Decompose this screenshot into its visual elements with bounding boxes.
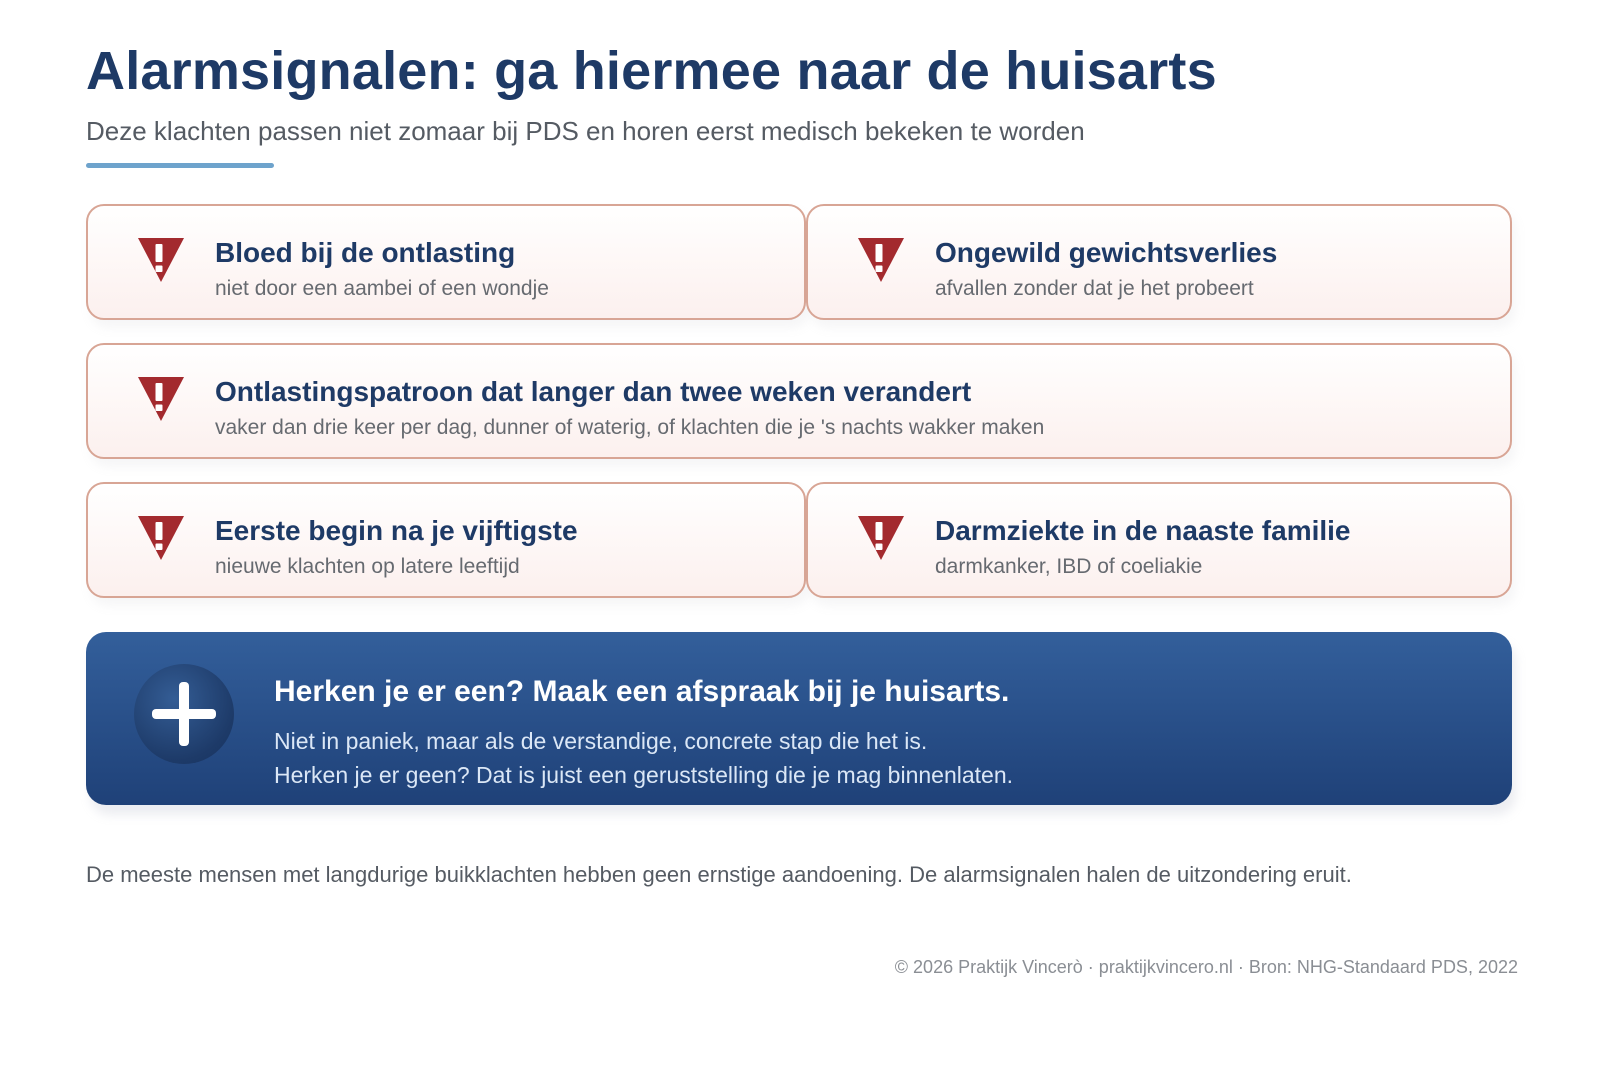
warning-triangle-icon — [858, 516, 904, 560]
alarm-card-title: Ontlastingspatroon dat langer dan twee weken verandert — [215, 376, 972, 407]
card-row — [86, 343, 1512, 459]
warning-triangle-icon — [138, 516, 184, 560]
alarm-signal-cards — [86, 204, 1512, 621]
warning-triangle-icon — [138, 238, 184, 282]
cta-text-line: Herken je er geen? Dat is juist een geruststelling die je mag binnenlaten. — [274, 762, 1013, 788]
alarm-card-title: Eerste begin na je vijftigste — [215, 515, 578, 546]
alarm-card-blood-in-stool — [86, 204, 806, 320]
alarm-card-weight-loss — [806, 204, 1512, 320]
accent-bar — [86, 163, 274, 168]
alarm-card-title: Darmziekte in de naaste familie — [935, 515, 1351, 546]
alarm-card-description: vaker dan drie keer per dag, dunner of waterig, of klachten die je 's nachts wakker maken — [215, 416, 1045, 439]
plus-icon — [134, 664, 234, 764]
alarm-card-title: Ongewild gewichtsverlies — [935, 237, 1278, 268]
cta-title: Herken je er een? Maak een afspraak bij je huisarts. — [274, 675, 1010, 708]
card-row — [86, 204, 1512, 320]
card-row — [86, 482, 1512, 598]
alarm-card-onset-after-fifty — [86, 482, 806, 598]
page-title: Alarmsignalen: ga hiermee naar de huisarts — [86, 41, 1217, 101]
cta-text-line: Niet in paniek, maar als de verstandige, concrete stap die het is. — [274, 728, 928, 754]
footer-credits: © 2026 Praktijk Vincerò · praktijkvincero.nl · Bron: NHG-Standaard PDS, 2022 — [894, 957, 1518, 977]
call-to-action-panel — [86, 632, 1512, 805]
warning-triangle-icon — [858, 238, 904, 282]
alarm-card-description: nieuwe klachten op latere leeftijd — [215, 555, 520, 578]
alarm-card-description: darmkanker, IBD of coeliakie — [935, 555, 1203, 578]
alarm-card-family-history — [806, 482, 1512, 598]
page-subtitle: Deze klachten passen niet zomaar bij PDS en horen eerst medisch bekeken te worden — [86, 116, 1085, 146]
alarm-card-description: afvallen zonder dat je het probeert — [935, 277, 1254, 300]
page — [86, 38, 1518, 977]
alarm-card-description: niet door een aambei of een wondje — [215, 277, 549, 300]
alarm-card-title: Bloed bij de ontlasting — [215, 237, 516, 268]
warning-triangle-icon — [138, 377, 184, 421]
alarm-card-stool-pattern — [86, 343, 1512, 459]
reassurance-note: De meeste mensen met langdurige buikklachten hebben geen ernstige aandoening. De alarmsignalen halen de uitzondering eruit. — [86, 862, 1352, 887]
